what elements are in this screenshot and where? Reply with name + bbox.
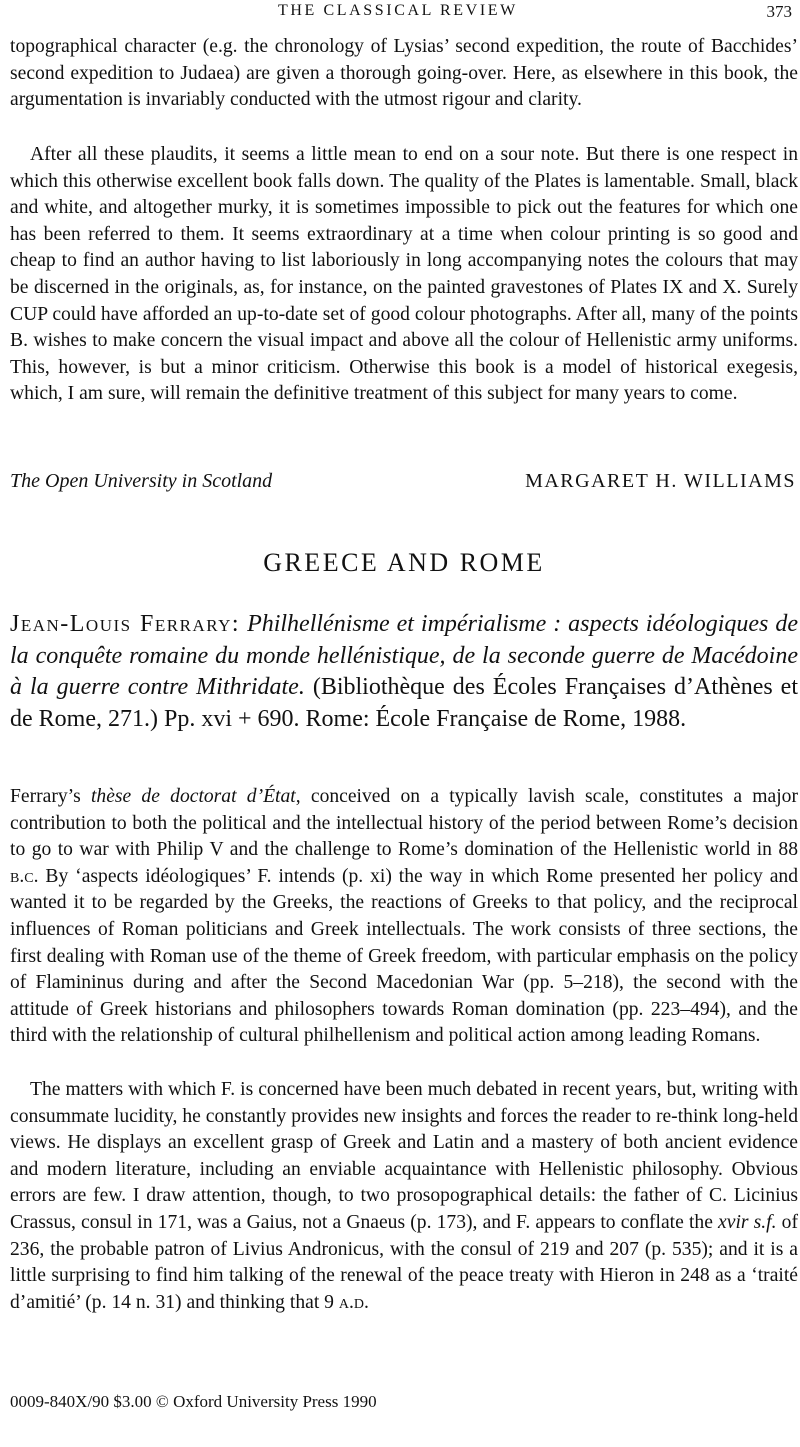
review2-text: of 236, the probable patron of Livius Andronicus, with the consul of 219 and 207 (p. 535); and it is a little surprising to find him talking of the renewal of the peace treaty with Hieron in 248 as a ‘traité d’amitié’ (p. 14 n. 31) and thinking that 9: [10, 1211, 798, 1313]
book-author: Jean-Louis Ferrary:: [10, 611, 241, 637]
review2-text: , conceived on a typically lavish scale, constitutes a major contribution to both the political and the intellectual history of the period between Rome’s decision to go to war with Philip V and the challenge to Rome’s domination of the Hellenistic world in 88: [10, 786, 798, 861]
reviewer-affiliation: The Open University in Scotland: [10, 470, 273, 492]
copyright-footer: 0009-840X/90 $3.00 © Oxford University Press 1990: [10, 1392, 377, 1411]
review2-text: By ‘aspects idéologiques’ F. intends (p. xi) the way in which Rome presented her policy and wanted it to be regarded by the Greeks, the reactions of Greeks to that policy, and the reciprocal influences of Roman politicians and Greek intellectuals. The work consists of three sections, the first dealing with Roman use of the theme of Greek freedom, with particular emphasis on the policy of Flamininus during and after the Second Macedonian War (pp. 5–218), the second with the attitude of Greek historians and philosophers towards Roman domination (pp. 223–494), and the third with the relationship of cultural philhellenism and political action among leading Romans.: [10, 865, 798, 1047]
journal-title: THE CLASSICAL REVIEW: [278, 2, 518, 19]
review2-text: The matters with which F. is concerned have been much debated in recent years, but, writing with consummate lucidity, he constantly provides new insights and forces the reader to re-think long-held views. He displays an excellent grasp of Greek and Latin and a mastery of both ancient evidence and modern literature, including an enviable acquaintance with Hellenistic philosophy. Obvious errors are few. I draw attention, though, to two prosopographical details: the father of C. Licinius Crassus, consul in 171, was a Gaius, not a Gnaeus (p. 173), and F. appears to conflate the: [10, 1079, 798, 1233]
era-abbreviation: a.d.: [338, 1291, 369, 1313]
era-abbreviation: b.c.: [10, 865, 39, 887]
book-entry: [10, 609, 798, 735]
section-heading: GREECE AND ROME: [263, 548, 545, 577]
running-head: [10, 2, 798, 24]
reviewer-name: MARGARET H. WILLIAMS: [525, 470, 796, 492]
review2-text: Ferrary’s: [10, 786, 91, 807]
review2-italic-term: xvir s.f.: [718, 1211, 777, 1233]
review2-paragraph-1: [10, 784, 798, 1050]
book-title: Philhellénisme et impérialisme : aspects idéologiques de la conquête romaine du monde hellénistique, de la seconde guerre de Macédoine à la guerre contre Mithridate.: [10, 611, 799, 700]
review2-paragraph-2: [10, 1077, 798, 1316]
page-number: 373: [766, 2, 792, 21]
review1-paragraph-2: After all these plaudits, it seems a little mean to end on a sour note. But there is one respect in which this otherwise excellent book falls down. The quality of the Plates is lamentable. Small, black and white, and altogether murky, it is sometimes impossible to pick out the features for which one has been referred to them. It seems extraordinary at a time when colour printing is so good and cheap to find an author having to list laboriously in long accompanying notes the colours that may be discerned in the originals, as, for instance, on the painted gravestones of Plates IX and X. Surely CUP could have afforded an up-to-date set of good colour photographs. After all, many of the points B. wishes to make concern the visual impact and above all the colour of Hellenistic army uniforms. This, however, is but a minor criticism. Otherwise this book is a model of historical exegesis, which, I am sure, will remain the definitive treatment of this subject for many years to come.: [10, 144, 798, 405]
review-attribution: [10, 470, 798, 498]
review1-paragraph-1: topographical character (e.g. the chronology of Lysias’ second expedition, the route of Bacchides’ second expedition to Judaea) are given a thorough going-over. Here, as elsewhere in this book, the argumentation is invariably conducted with the utmost rigour and clarity.: [10, 36, 798, 111]
review2-italic-term: thèse de doctorat d’État: [90, 786, 296, 807]
book-details: (Bibliothèque des Écoles Françaises d’Athènes et de Rome, 271.) Pp. xvi + 690. Rome: École Française de Rome, 1988.: [10, 674, 799, 732]
